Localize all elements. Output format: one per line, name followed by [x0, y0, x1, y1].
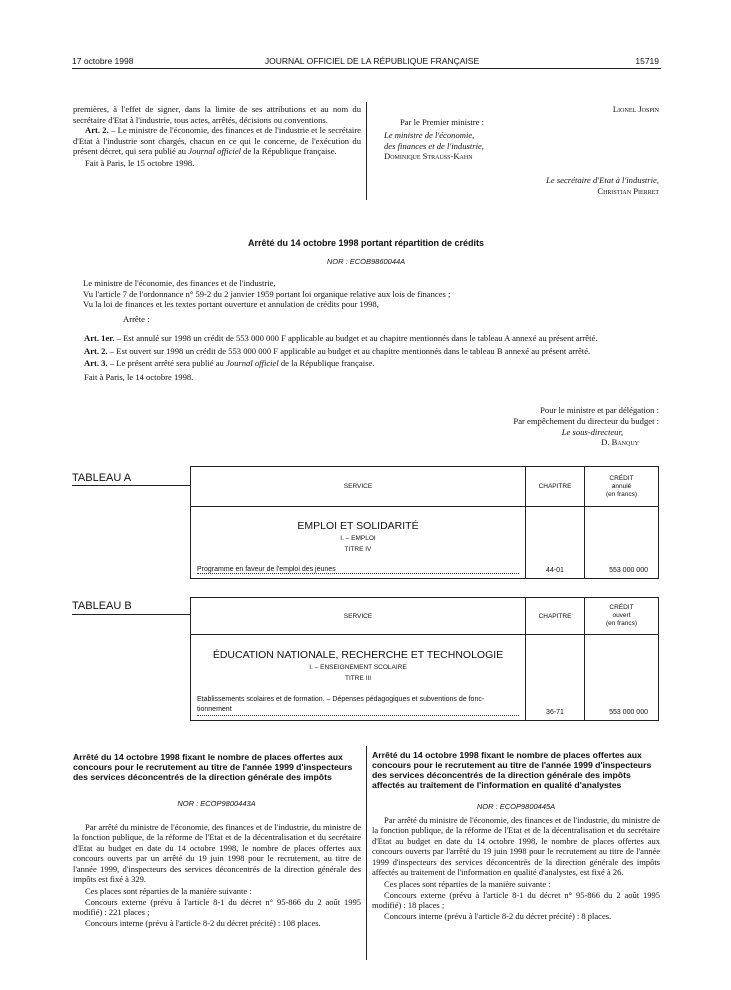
arrete-2-title: Arrêté du 14 octobre 1998 fixant le nombre de places offertes aux concours pour le recrutement au titre de l'année 1999 d'inspecteurs des services déconcentrés de la direction générale des impôts: [73, 752, 353, 782]
arrete-1-title: Arrêté du 14 octobre 1998 portant répartition de crédits: [247, 238, 485, 248]
chapitre-cell: [526, 635, 585, 721]
arrete-word: Arrête :: [123, 313, 150, 324]
arrete-1-signature: [513, 405, 659, 448]
signature-line-2: Par empêchement du directeur du budget :: [513, 415, 659, 426]
chapitre-value: 44-01: [546, 567, 564, 574]
secretary-title: Le secrétaire d'Etat à l'industrie,: [546, 175, 659, 185]
bottom-column-divider: [366, 746, 367, 960]
chapitre-cell: [526, 507, 585, 579]
minister-signature: [384, 130, 484, 162]
arrete-2-nor: NOR : ECOP9800443A: [177, 799, 256, 808]
service-cell: [191, 507, 526, 579]
col-service-header: SERVICE: [191, 598, 526, 635]
item-line: Programme en faveur de l'emploi des jeunes: [197, 566, 519, 574]
secretary-name: Christian Pierret: [597, 185, 659, 196]
credit-value: 553 000 000: [609, 709, 648, 716]
item-line-1: Etablissements scolaires et de formation. – Dépenses pédagogiques et subventions de fonc-: [197, 696, 485, 703]
journal-name: Journal officiel: [188, 146, 242, 157]
arrete-2-para-3: Concours externe (prévu à l'article 8-1 du décret n° 95-866 du 2 août 1995 modifié) : 221 places ;: [73, 896, 361, 918]
table-row: [191, 507, 659, 579]
visa-line-2: Vu l'article 7 de l'ordonnance n° 59-2 du 2 janvier 1959 portant loi organique relative aux lois de finances ;: [83, 288, 451, 299]
tableau-b-label: TABLEAU B: [72, 600, 132, 612]
arrete-1-nor: NOR : ECOB9860044A: [326, 257, 406, 266]
arrete-3-title: Arrêté du 14 octobre 1998 fixant le nombre de places offertes aux concours pour le recrutement au titre de l'année 1999 d'inspecteurs des services déconcentrés de la direction générale des impôts affectés au traitement de l'information en qualité d'analystes: [372, 750, 652, 790]
arrete-2-para-1: Par arrêté du ministre de l'économie, des finances et de l'industrie, du ministre de la fonction publique, de la réforme de l'Etat et de la décentralisation et du secrétaire d'Etat au budget en date du 14 octobre 1998, le nombre de places offertes aux concours ouverts par un arrêté du 19 juin 1998 pour le recrutement, au titre de l'année 1999, d'inspecteurs des services déconcentrés de la direction générale des impôts est fixé à 329.: [73, 822, 361, 885]
secretary-signature: [546, 175, 659, 196]
tableau-b: [190, 597, 659, 721]
service-cell: [191, 635, 526, 721]
tableau-a: [190, 466, 659, 579]
col-chapitre-header: CHAPITRE: [526, 598, 585, 635]
chapitre-value: 36-71: [546, 709, 564, 716]
arrete-1-body: [83, 278, 661, 324]
top-left-column: [73, 104, 361, 169]
credit-cell: [585, 507, 659, 579]
header-title: JOURNAL OFFICIEL DE LA RÉPUBLIQUE FRANÇAISE: [264, 56, 480, 66]
col-chapitre-header: CHAPITRE: [526, 467, 585, 507]
tableau-a-label-rule: [72, 485, 190, 486]
ministry-name: EMPLOI ET SOLIDARITÉ: [297, 520, 419, 532]
tableau-b-header-row: [191, 598, 659, 635]
arrete-1-place-date: Fait à Paris, le 14 octobre 1998.: [84, 371, 194, 382]
article-label: Art. 2.: [85, 125, 109, 136]
item-line-2: tionnement: [197, 705, 519, 716]
article-text: – Le ministre de l'économie, des finances et de l'industrie et le secrétaire d'Etat à l'industrie sont chargés, chacun en ce qui le concerne, de l'exécution du présent décret, qui sera publié au: [73, 125, 361, 157]
section-name: I. – EMPLOI: [340, 535, 376, 542]
visa-line-3: Vu la loi de finances et les textes portant ouverture et annulation de crédits pour 1998,: [83, 299, 379, 310]
article-1: Art. 1er. – Est annulé sur 1998 un crédit de 553 000 000 F applicable au budget et au chapitre mentionnés dans le tableau A annexé au présent arrêté.: [84, 333, 598, 343]
signer-name: Lionel Jospin: [612, 104, 659, 114]
arrete-3-para-1: Par arrêté du ministre de l'économie, des finances et de l'industrie, du ministre de la fonction publique, de la réforme de l'Etat et de la décentralisation et du secrétaire d'Etat au budget en date du 14 octobre 1998, le nombre de places offertes aux concours ouverts par l'arrêté du 19 juin 1998 pour le recrutement au titre de l'année 1999 d'inspecteurs des services déconcentrés de la direction générale des impôts affectés au traitement de l'information en qualité d'analystes, est fixé à 26.: [372, 815, 660, 878]
tableau-b-label-rule: [72, 614, 190, 615]
arrete-2-para-2: Ces places sont réparties de la manière suivante :: [85, 886, 252, 897]
header-rule: [72, 68, 661, 69]
header-date: 17 octobre 1998: [72, 56, 134, 66]
minister-title-line1: Le ministre de l'économie,: [384, 130, 475, 140]
signature-name: D. Banquy: [601, 437, 639, 448]
article-2-paragraph: [73, 125, 361, 157]
signature-line-1: Pour le ministre et par délégation :: [540, 405, 659, 415]
ministry-name: ÉDUCATION NATIONALE, RECHERCHE ET TECHNOLOGIE: [212, 649, 504, 661]
signed-place-date: Fait à Paris, le 15 octobre 1998.: [85, 157, 195, 168]
minister-name: Dominique Strauss-Kahn: [384, 151, 473, 162]
continuation-paragraph: premières, à l'effet de signer, dans la limite de ses attributions et au nom du secrétaire d'Etat à l'industrie, tous actes, arrêtés, décisions ou conventions.: [73, 104, 361, 125]
arrete-3-body: [372, 815, 660, 921]
par-premier-ministre: Par le Premier ministre :: [400, 117, 485, 127]
table-row: [191, 635, 659, 721]
minister-title-line2: des finances et de l'industrie,: [384, 140, 484, 151]
tableau-a-header-row: [191, 467, 659, 507]
arrete-3-para-2: Ces places sont réparties de la manière suivante :: [384, 879, 551, 890]
signature-line-3: Le sous-directeur,: [561, 426, 623, 437]
col-service-header: SERVICE: [191, 467, 526, 507]
section-name: I. – ENSEIGNEMENT SCOLAIRE: [309, 664, 407, 671]
arrete-2-para-4: Concours interne (prévu à l'article 8-2 du décret précité) : 108 places.: [85, 917, 321, 928]
arrete-3-para-4: Concours interne (prévu à l'article 8-2 du décret précité) : 8 places.: [384, 910, 612, 921]
credit-value: 553 000 000: [609, 567, 648, 574]
arrete-3-nor: NOR : ECOP9800445A: [476, 802, 556, 811]
arrete-2-body: [73, 822, 361, 928]
arrete-3-para-3: Concours externe (prévu à l'article 8-1 du décret n° 95-866 du 2 août 1995 modifié) : 18 places ;: [372, 889, 660, 911]
titre-name: TITRE III: [345, 675, 371, 682]
arrete-1-articles: [72, 333, 660, 382]
article-3: Art. 3. – Le présent arrêté sera publié au Journal officiel de la République française.: [84, 358, 375, 369]
column-divider: [366, 102, 367, 200]
credit-cell: [585, 635, 659, 721]
tableau-a-label: TABLEAU A: [72, 472, 132, 484]
item-lines: [197, 695, 519, 716]
article-text-end: de la République française.: [241, 146, 337, 157]
header-page-number: 15719: [635, 56, 659, 66]
col-credit-header: CRÉDIT annulé (en francs): [585, 467, 659, 507]
article-2: Art. 2. – Est ouvert sur 1998 un crédit de 553 000 000 F applicable au budget et au chapitre mentionnés dans le tableau B annexé au présent arrêté.: [84, 345, 591, 356]
col-credit-header: CRÉDIT ouvert (en francs): [585, 598, 659, 635]
titre-name: TITRE IV: [344, 546, 372, 553]
visa-line-1: Le ministre de l'économie, des finances et de l'industrie,: [83, 278, 276, 288]
